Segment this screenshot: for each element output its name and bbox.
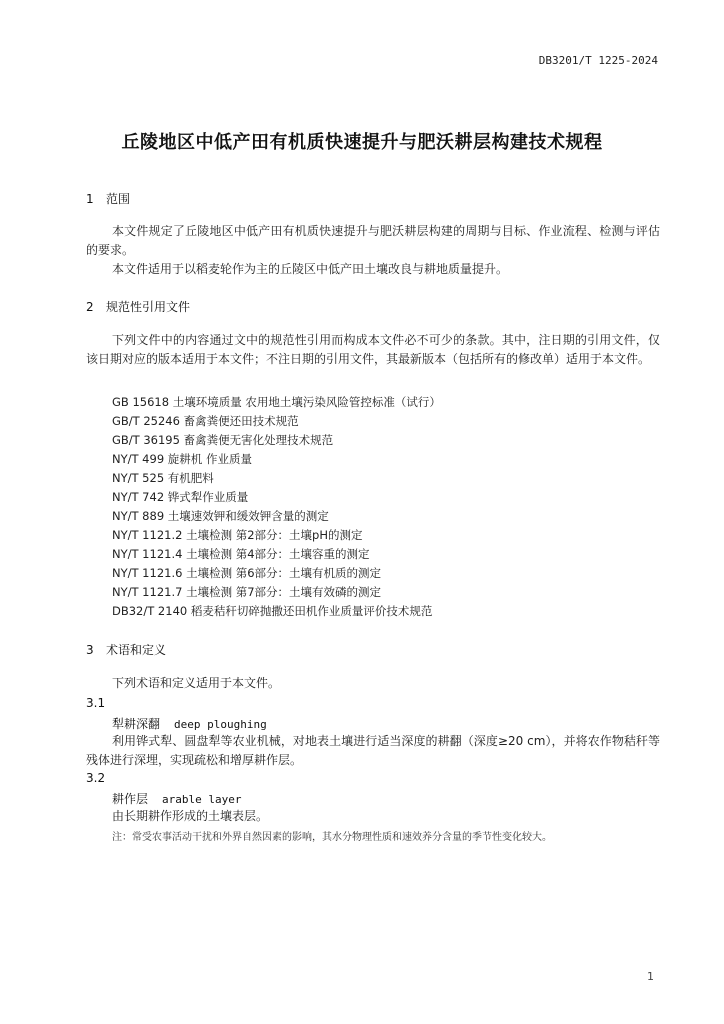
term-definition: 由长期耕作形成的土壤表层。: [112, 809, 269, 823]
reference-item: NY/T 1121.7 土壤检测 第7部分：土壤有效磷的测定: [112, 585, 382, 599]
reference-item: GB 15618 土壤环境质量 农用地土壤污染风险管控标准（试行）: [112, 395, 441, 409]
term-entry: [112, 790, 242, 807]
section-1-paragraph-2: 本文件适用于以稻麦轮作为主的丘陵区中低产田土壤改良与耕地质量提升。: [112, 262, 509, 276]
term-english: deep ploughing: [174, 718, 267, 731]
reference-item: NY/T 1121.4 土壤检测 第4部分：土壤容重的测定: [112, 547, 370, 561]
section-3-heading: [86, 641, 166, 658]
reference-item: NY/T 742 铧式犁作业质量: [112, 490, 249, 504]
page-number: 1: [647, 970, 654, 983]
reference-item: NY/T 525 有机肥料: [112, 471, 214, 485]
reference-item: NY/T 1121.6 土壤检测 第6部分：土壤有机质的测定: [112, 566, 382, 580]
section-title: 术语和定义: [106, 643, 167, 657]
reference-item: NY/T 499 旋耕机 作业质量: [112, 452, 252, 466]
section-1-heading: [86, 190, 130, 207]
term-entry: [112, 715, 267, 732]
section-title: 范围: [106, 192, 131, 206]
section-number: 1: [86, 192, 94, 206]
section-2-heading: [86, 298, 190, 315]
term-chinese: 犁耕深翻: [112, 717, 161, 731]
page-title: 丘陵地区中低产田有机质快速提升与肥沃耕层构建技术规程: [121, 132, 603, 153]
section-title: 规范性引用文件: [106, 300, 191, 314]
term-note: 注：常受农事活动干扰和外界自然因素的影响，其水分物理性质和速效养分含量的季节性变化较大。: [112, 832, 552, 843]
doc-code: DB3201/T 1225-2024: [538, 54, 658, 67]
section-2-paragraph: 下列文件中的内容通过文中的规范性引用而构成本文件必不可少的条款。其中，注日期的引用文件，仅该日期对应的版本适用于本文件；不注日期的引用文件，其最新版本（包括所有的修改单）适用于本文件。: [86, 333, 660, 366]
section-number: 2: [86, 300, 94, 314]
reference-item: GB/T 25246 畜禽粪便还田技术规范: [112, 414, 299, 428]
section-number: 3: [86, 643, 94, 657]
reference-item: GB/T 36195 畜禽粪便无害化处理技术规范: [112, 433, 334, 447]
term-english: arable layer: [162, 793, 242, 806]
reference-item: DB32/T 2140 稻麦秸秆切碎抛撒还田机作业质量评价技术规范: [112, 604, 433, 618]
reference-item: NY/T 889 土壤速效钾和缓效钾含量的测定: [112, 509, 329, 523]
term-chinese: 耕作层: [112, 792, 149, 806]
clause-number: 3.1: [86, 696, 106, 710]
section-1-paragraph-1: 本文件规定了丘陵地区中低产田有机质快速提升与肥沃耕层构建的周期与目标、作业流程、检测与评估的要求。: [86, 224, 660, 257]
section-3-paragraph: 下列术语和定义适用于本文件。: [112, 676, 281, 690]
reference-item: NY/T 1121.2 土壤检测 第2部分：土壤pH的测定: [112, 528, 363, 542]
clause-number: 3.2: [86, 771, 106, 785]
term-definition: 利用铧式犁、圆盘犁等农业机械，对地表土壤进行适当深度的耕翻（深度≥20 cm），并将农作物秸秆等残体进行深埋，实现疏松和增厚耕作层。: [86, 734, 660, 767]
